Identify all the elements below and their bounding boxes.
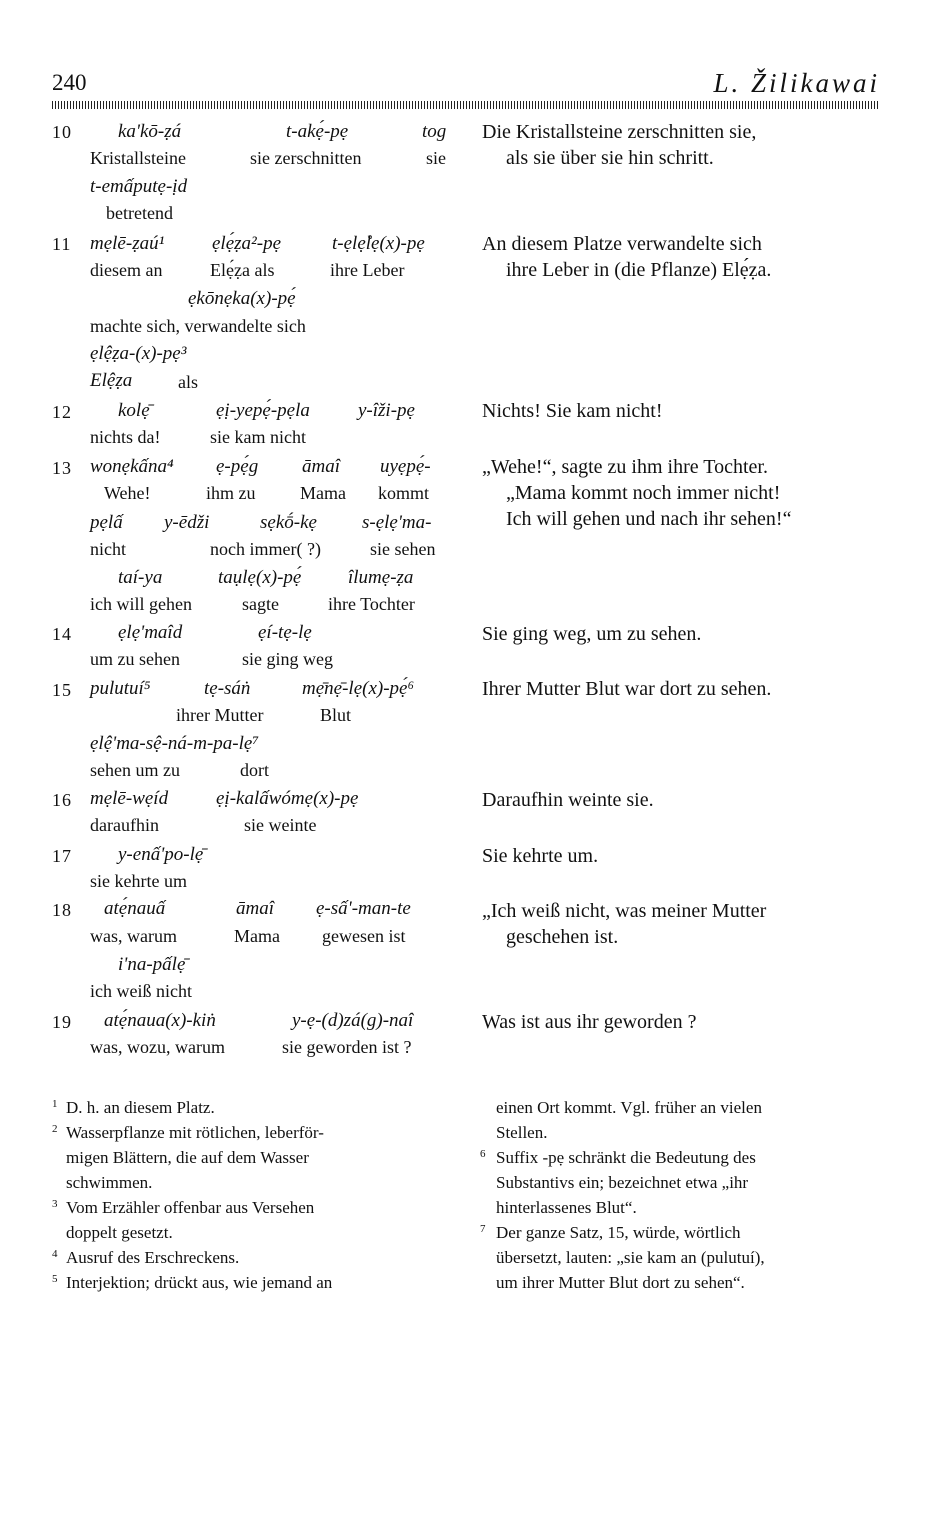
footnote-text: Ausruf des Erschreckens. xyxy=(66,1248,240,1267)
gloss-word: sie weinte xyxy=(244,815,317,835)
native-word: atẹ́naua(x)-kiṅ xyxy=(104,1010,216,1031)
native-word: y-enấ'po-lẹ̄ xyxy=(118,844,204,865)
footnote-text: schwimmen. xyxy=(66,1173,153,1192)
line-number: 12 xyxy=(52,402,72,422)
native-word: ẹí-tẹ-lẹ xyxy=(258,622,312,643)
native-word: ẹlẹ'maîd xyxy=(118,622,183,643)
native-word: sẹkṓ-kẹ xyxy=(260,512,317,533)
gloss-word: ihrer Mutter xyxy=(176,705,264,725)
footnote-mark: 3 xyxy=(52,1198,58,1210)
line-number: 13 xyxy=(52,458,72,478)
gloss-word: sie kehrte um xyxy=(90,871,187,891)
native-word: mẹlē-wẹíd xyxy=(90,788,169,809)
gloss-word: sie zerschnitten xyxy=(250,148,362,168)
native-word: mẹlē-ẓaú¹ xyxy=(90,233,165,254)
native-word: y-ẹ-(d)zá(g)-naî xyxy=(292,1010,414,1031)
footnote-text: um ihrer Mutter Blut dort zu sehen“. xyxy=(496,1273,745,1292)
native-word: āmaî xyxy=(236,898,274,919)
gloss-word: ihre Tochter xyxy=(328,594,415,614)
translation-line: ihre Leber in (die Pflanze) Elẹ́ẓa. xyxy=(506,259,772,281)
native-word: wonẹkấna⁴ xyxy=(90,456,174,477)
gloss-word: was, warum xyxy=(90,926,177,946)
native-word: ẹkōnẹka(x)-pẹ́ xyxy=(188,288,296,309)
line-number: 19 xyxy=(52,1012,72,1032)
native-word: s-ẹlẹ'ma- xyxy=(362,512,432,533)
translation-line: An diesem Platze verwandelte sich xyxy=(482,233,762,255)
footnote-mark: 5 xyxy=(52,1273,58,1285)
native-word: ẹ-sấ'-man-te xyxy=(316,898,411,919)
footnote-mark: 6 xyxy=(480,1148,486,1160)
gloss-word: um zu sehen xyxy=(90,649,180,669)
gloss-word: gewesen ist xyxy=(322,926,406,946)
footnote-mark: 4 xyxy=(52,1248,58,1260)
page-number: 240 xyxy=(52,70,87,95)
native-word: y-ēdži xyxy=(164,512,210,533)
gloss-word: Elẹ́ẓa als xyxy=(210,260,275,280)
gloss-word: machte sich, verwandelte sich xyxy=(90,316,306,336)
gloss-word: noch immer( ?) xyxy=(210,539,321,559)
native-word: kolẹ̄ xyxy=(118,400,150,421)
native-word: atẹ́nauấ xyxy=(104,898,166,919)
gloss-word: sehen um zu xyxy=(90,760,180,780)
native-word: ẹlẹ́ẓa²-pẹ xyxy=(212,233,281,254)
gloss-word: nicht xyxy=(90,539,126,559)
native-word: taụlẹ(x)-pẹ́ xyxy=(218,567,302,588)
gloss-word: als xyxy=(178,372,198,392)
footnote-text: Stellen. xyxy=(496,1123,548,1142)
gloss-word: nichts da! xyxy=(90,427,161,447)
gloss-word: Kristallsteine xyxy=(90,148,186,168)
gloss-word: betretend xyxy=(106,203,173,223)
gloss-word: was, wozu, warum xyxy=(90,1037,225,1057)
translation-line: als sie über sie hin schritt. xyxy=(506,147,714,169)
gloss-word: sie kam nicht xyxy=(210,427,306,447)
native-word: ẹị-kalấwómẹ(x)-pẹ xyxy=(216,788,359,809)
native-word: t-akẹ́-pẹ xyxy=(286,121,349,142)
running-title: L. Žilikawai xyxy=(713,68,880,98)
native-word: ẹ-pẹ́g xyxy=(216,456,259,477)
footnote-mark: 2 xyxy=(52,1123,58,1135)
translation-line: Daraufhin weinte sie. xyxy=(482,789,654,811)
native-word: y-îži-pẹ xyxy=(358,400,415,421)
footnote-text: übersetzt, lauten: „sie kam an (pulutuí), xyxy=(496,1248,765,1267)
gloss-word: sie ging weg xyxy=(242,649,333,669)
header-rule xyxy=(52,101,880,109)
translation-line: Sie kehrte um. xyxy=(482,845,599,867)
native-word: āmaî xyxy=(302,456,340,477)
gloss-word: Elệẓa xyxy=(90,370,133,391)
translation-line: Sie ging weg, um zu sehen. xyxy=(482,623,702,645)
native-word: ka'kō-ẓá xyxy=(118,121,182,142)
gloss-word: ich weiß nicht xyxy=(90,981,192,1001)
native-word: ẹlệẓa-(x)-pẹ³ xyxy=(90,343,187,364)
gloss-word: daraufhin xyxy=(90,815,159,835)
footnote-text: doppelt gesetzt. xyxy=(66,1223,173,1242)
translation-line: Die Kristallsteine zerschnitten sie, xyxy=(482,121,757,143)
gloss-word: Mama xyxy=(234,926,280,946)
native-word: tẹ-sáṅ xyxy=(204,678,251,699)
native-word: t-ẹlẹ̊lẹ(x)-pẹ xyxy=(332,233,425,254)
gloss-word: Wehe! xyxy=(104,483,151,503)
native-word: tog xyxy=(422,121,447,142)
footnote-text: Der ganze Satz, 15, würde, wörtlich xyxy=(496,1223,741,1242)
gloss-word: sie sehen xyxy=(370,539,436,559)
footnote-text: einen Ort kommt. Vgl. früher an vielen xyxy=(496,1098,762,1117)
line-number: 14 xyxy=(52,624,72,644)
native-word: pulutuí⁵ xyxy=(90,678,151,699)
native-word: ẹlệ'ma-sệ-ná-m-pa-lẹ⁷ xyxy=(90,733,259,754)
native-word: ẹị-yepẹ́-pẹla xyxy=(216,400,310,421)
footnote-text: hinterlassenes Blut“. xyxy=(496,1198,637,1217)
footnote-mark: 1 xyxy=(52,1098,58,1110)
line-number: 18 xyxy=(52,900,72,920)
native-word: uyẹpẹ́- xyxy=(380,456,431,477)
translation-line: „Ich weiß nicht, was meiner Mutter xyxy=(482,900,767,922)
native-word: i'na-pấlẹ̄ xyxy=(118,954,186,975)
gloss-word: ihm zu xyxy=(206,483,256,503)
translation-line: „Wehe!“, sagte zu ihm ihre Tochter. xyxy=(482,456,768,478)
translation-line: Nichts! Sie kam nicht! xyxy=(482,400,663,422)
gloss-word: sagte xyxy=(242,594,279,614)
footnote-text: Suffix -pẹ schränkt die Bedeutung des xyxy=(496,1148,756,1167)
gloss-word: ihre Leber xyxy=(330,260,405,280)
footnote-text: Substantivs ein; bezeichnet etwa „ihr xyxy=(496,1173,749,1192)
gloss-word: dort xyxy=(240,760,269,780)
line-number: 10 xyxy=(52,122,72,142)
native-word: t-emấputẹ-ịd xyxy=(90,176,188,197)
gloss-word: sie geworden ist ? xyxy=(282,1037,412,1057)
gloss-word: diesem an xyxy=(90,260,163,280)
native-word: taí-ya xyxy=(118,567,163,588)
line-number: 16 xyxy=(52,790,72,810)
translation-line: „Mama kommt noch immer nicht! xyxy=(506,482,781,504)
gloss-word: sie xyxy=(426,148,446,168)
footnote-text: Vom Erzähler offenbar aus Versehen xyxy=(66,1198,315,1217)
footnote-text: Wasserpflanze mit rötlichen, leberför- xyxy=(66,1123,324,1142)
line-number: 11 xyxy=(52,234,72,254)
gloss-word: kommt xyxy=(378,483,430,503)
native-word: mẹ̄nẹ̄-lẹ(x)-pẹ́⁶ xyxy=(302,678,415,699)
native-word: îlumẹ-ẓa xyxy=(348,567,414,588)
translation-line: geschehen ist. xyxy=(506,926,619,948)
footnote-text: D. h. an diesem Platz. xyxy=(66,1098,215,1117)
footnote-mark: 7 xyxy=(480,1223,486,1235)
footnote-text: migen Blättern, die auf dem Wasser xyxy=(66,1148,309,1167)
line-number: 15 xyxy=(52,680,72,700)
native-word: pẹlấ xyxy=(90,512,123,533)
line-number: 17 xyxy=(52,846,72,866)
translation-line: Was ist aus ihr geworden ? xyxy=(482,1011,697,1033)
gloss-word: ich will gehen xyxy=(90,594,192,614)
gloss-word: Blut xyxy=(320,705,352,725)
footnote-text: Interjektion; drückt aus, wie jemand an xyxy=(66,1273,333,1292)
translation-line: Ich will gehen und nach ihr sehen!“ xyxy=(506,508,792,530)
translation-line: Ihrer Mutter Blut war dort zu sehen. xyxy=(482,678,772,700)
gloss-word: Mama xyxy=(300,483,346,503)
